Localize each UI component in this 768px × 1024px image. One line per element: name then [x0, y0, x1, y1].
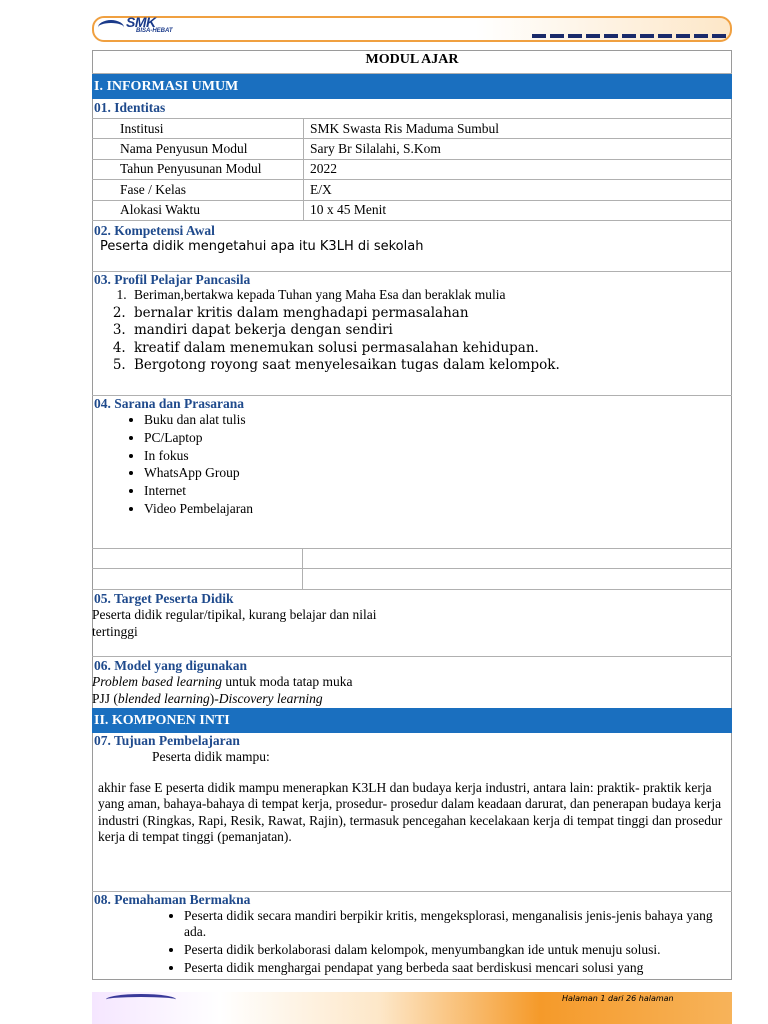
model-italic: Problem based learning: [92, 674, 222, 689]
list-item: • In fokus: [144, 448, 253, 466]
list-item: • WhatsApp Group: [144, 465, 253, 483]
identity-key: Nama Penyusun Modul: [92, 139, 304, 159]
list-item: • Video Pembelajaran: [144, 501, 253, 519]
heading-kompetensi-awal: 02. Kompetensi Awal: [94, 223, 215, 238]
tujuan-paragraph: akhir fase E peserta didik mampu menerapkan K3LH dan budaya kerja industri, antara lain: praktik- praktik kerja yang aman, bahaya-bahaya di tempat kerja, prosedur- prosedur dalam keadaan darurat, dan penerapan budaya kerja industri (Ringkas, Rapi, Resik, Rawat, Rajin), termasuk pencegahan kecelakaan kerja di tempat tinggi dan prosedur kerja di tempat tinggi (pemanjatan).: [98, 780, 723, 845]
list-item: • Peserta didik menghargai pendapat yang berbeda saat berdiskusi mencari solusi yang: [184, 960, 732, 976]
model-text: PJJ (: [92, 691, 118, 706]
heading-pemahaman: 08. Pemahaman Bermakna: [94, 892, 251, 907]
identity-value: Sary Br Silalahi, S.Kom: [304, 139, 733, 159]
logo-swoosh-icon: [98, 20, 124, 35]
cell-divider: [302, 569, 303, 589]
heading-tujuan: 07. Tujuan Pembelajaran: [94, 733, 240, 748]
header-dashes: [532, 34, 728, 38]
sarana-list: [92, 412, 253, 519]
logo-text: SMK: [126, 14, 156, 30]
section-bar-informasi-umum: I. INFORMASI UMUM: [92, 74, 732, 99]
heading-model: 06. Model yang digunakan: [94, 658, 248, 673]
section-bar-komponen-inti: II. KOMPONEN INTI: [92, 708, 732, 733]
page-number: Halaman 1 dari 26 halaman: [562, 994, 674, 1003]
identity-table: [92, 118, 732, 221]
table-row: [92, 119, 732, 139]
list-item: 4. kreatif dalam menemukan solusi permasalahan kehidupan.: [130, 340, 560, 358]
model-text: untuk moda tatap muka: [221, 674, 353, 689]
model-line-2: [92, 691, 323, 707]
list-item: • Internet: [144, 483, 253, 501]
cell-divider: [302, 549, 303, 569]
identity-value: 10 x 45 Menit: [304, 200, 733, 220]
table-row: [92, 159, 732, 179]
page-footer: [92, 990, 732, 1024]
model-line-1: [92, 674, 352, 690]
target-line-2: tertinggi: [92, 624, 138, 639]
heading-sarana-prasarana: 04. Sarana dan Prasarana: [94, 396, 245, 411]
list-item: • Peserta didik secara mandiri berpikir kritis, mengeksplorasi, menganalisis jenis-jenis bahaya yang ada.: [184, 908, 732, 940]
divider: [92, 589, 732, 590]
identity-value: E/X: [304, 180, 733, 200]
identity-key: Alokasi Waktu: [92, 200, 304, 220]
table-row: [92, 200, 732, 220]
list-item: • Peserta didik berkolaborasi dalam kelompok, menyumbangkan ide untuk menuju solusi.: [184, 942, 732, 958]
heading-target-peserta: 05. Target Peserta Didik: [94, 591, 234, 606]
list-item: 1. Beriman,bertakwa kepada Tuhan yang Maha Esa dan beraklak mulia: [130, 287, 560, 305]
identity-key: Tahun Penyusunan Modul: [92, 159, 304, 179]
school-logo: [98, 14, 198, 38]
divider: [92, 656, 732, 657]
model-italic: Discovery learning: [218, 691, 323, 706]
heading-profil-pelajar: 03. Profil Pelajar Pancasila: [94, 272, 251, 287]
footer-swoosh-icon: [106, 994, 176, 1005]
list-item: 2. bernalar kritis dalam menghadapi permasalahan: [130, 305, 560, 323]
tujuan-intro: Peserta didik mampu:: [152, 749, 270, 764]
logo-subtext: BISA-HEBAT: [136, 28, 173, 34]
identity-value: SMK Swasta Ris Maduma Sumbul: [304, 119, 733, 139]
empty-table-row: [92, 568, 732, 589]
list-item: • Buku dan alat tulis: [144, 412, 253, 430]
model-italic: blended learning: [117, 691, 210, 706]
heading-identitas: 01. Identitas: [94, 100, 166, 115]
model-text: )-: [209, 691, 219, 706]
list-item: • PC/Laptop: [144, 430, 253, 448]
identity-value: 2022: [304, 159, 733, 179]
document-title: MODUL AJAR: [365, 52, 459, 67]
list-item: 3. mandiri dapat bekerja dengan sendiri: [130, 322, 560, 340]
target-line-1: Peserta didik regular/tipikal, kurang belajar dan nilai: [92, 607, 377, 622]
list-item: 5. Bergotong royong saat menyelesaikan tugas dalam kelompok.: [130, 357, 560, 375]
identity-key: Institusi: [92, 119, 304, 139]
page-header: [92, 12, 732, 42]
pemahaman-list: [92, 908, 732, 978]
table-row: [92, 180, 732, 200]
empty-table-row: [92, 548, 732, 569]
identity-key: Fase / Kelas: [92, 180, 304, 200]
kompetensi-text: Peserta didik mengetahui apa itu K3LH di sekolah: [100, 239, 424, 254]
table-row: [92, 139, 732, 159]
profil-list: [92, 287, 560, 375]
